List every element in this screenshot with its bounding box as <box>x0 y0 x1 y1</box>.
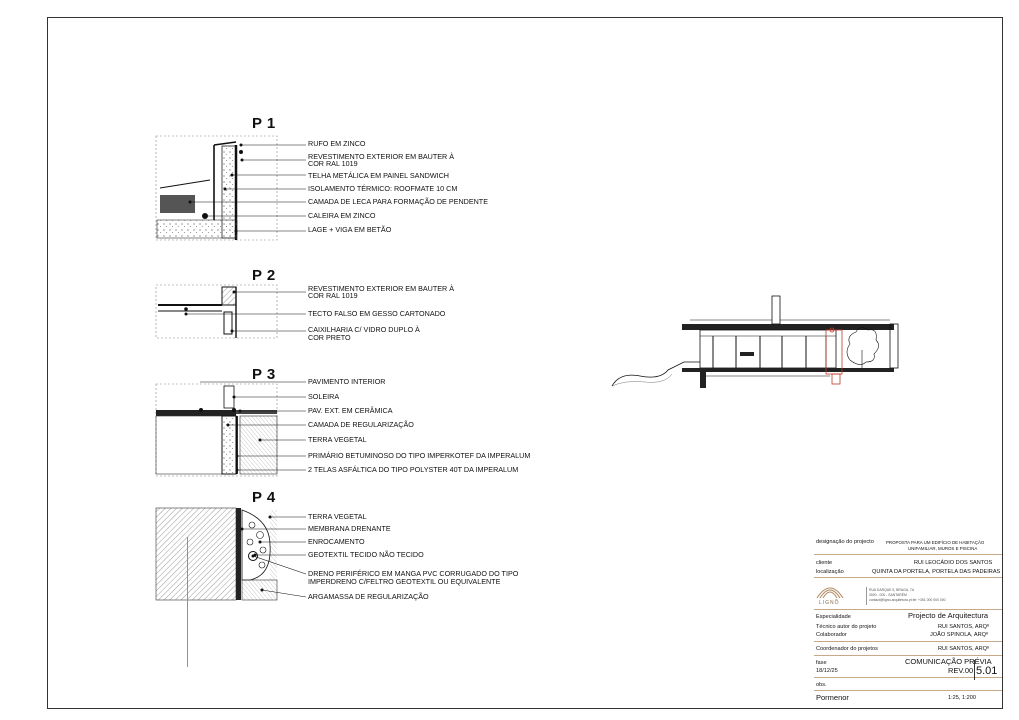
p1-label: CALEIRA EM ZINCO <box>308 211 376 220</box>
divider <box>814 641 1002 642</box>
p4-label: ARGAMASSA DE REGULARIZAÇÃO <box>308 592 429 601</box>
drawing-title: Pormenor <box>816 693 849 702</box>
client-value: RUI LEOCÁDIO DOS SANTOS <box>914 560 993 566</box>
coord-value: RUI SANTOS, ARQº <box>938 646 990 652</box>
phase-label: fase <box>816 660 827 666</box>
p2-label: REVESTIMENTO EXTERIOR EM BAUTER À <box>308 284 455 293</box>
p3-label: CAMADA DE REGULARIZAÇÃO <box>308 420 414 429</box>
p2-label: CAIXILHARIA C/ VIDRO DUPLO À <box>308 325 420 334</box>
p3-label: PAVIMENTO INTERIOR <box>308 377 386 386</box>
p4-label: TERRA VEGETAL <box>308 512 367 521</box>
obs-label: obs. <box>816 682 827 688</box>
date-value: 18/12/25 <box>816 668 838 674</box>
detail-p4-drawing <box>156 508 277 600</box>
p3-label: PAV. EXT. EM CERÂMICA <box>308 406 393 415</box>
divider <box>814 577 1002 578</box>
collab-label: Colaborador <box>816 632 847 638</box>
title-block-accent-line <box>187 537 188 667</box>
detail-title-p2: P 2 <box>252 267 276 284</box>
p1-label: REVESTIMENTO EXTERIOR EM BAUTER À <box>308 152 455 161</box>
p3-label: PRIMÁRIO BETUMINOSO DO TIPO IMPERKOTEF DA IMPERALUM <box>308 451 531 460</box>
project-label: designação do projecto <box>816 539 874 545</box>
detail-title-p1: P 1 <box>252 115 276 132</box>
coord-label: Coordenador do projetos <box>816 646 878 652</box>
firm-contact: contact@ligno-arquitetura.pt tel: +351 000 000 000 <box>869 598 946 602</box>
client-label: cliente <box>816 560 833 566</box>
firm-address: RUA DARQUE 9, BRAGA, 7A <box>869 588 915 592</box>
p4-label: GEOTEXTIL TECIDO NÃO TECIDO <box>308 550 424 559</box>
location-value: QUINTA DA PORTELA, PORTELA DAS PADEIRAS <box>872 569 1001 575</box>
detail-title-p3: P 3 <box>252 366 276 383</box>
sheet-number: 5.01 <box>976 665 998 677</box>
logo-text: LIGNÕ <box>819 600 840 606</box>
title-block <box>790 530 1002 708</box>
p4-label: IMPERDRENO C/FELTRO GEOTEXTIL OU EQUIVALENTE <box>308 577 501 586</box>
p3-label: 2 TELAS ASFÁLTICA DO TIPO POLYSTER 40T DA IMPERALUM <box>308 465 519 474</box>
rev-value: REV.00 <box>948 666 974 675</box>
p1-label: LAGE + VIGA EM BETÃO <box>308 225 392 234</box>
logo-divider <box>866 587 867 605</box>
location-label: localização <box>816 569 844 575</box>
detail-p2-drawing <box>156 285 277 338</box>
p2-label: TECTO FALSO EM GESSO CARTONADO <box>308 309 446 318</box>
p4-label: DRENO PERIFÉRICO EM MANGA PVC CORRUGADO DO TIPO <box>308 569 519 578</box>
specialty-label: Especialidade <box>816 614 851 620</box>
phase-value: COMUNICAÇÃO PRÉVIA <box>905 657 992 666</box>
p4-label: ENROCAMENTO <box>308 537 365 546</box>
scale-value: 1:25, 1:200 <box>948 695 976 701</box>
divider <box>814 655 1002 656</box>
collab-value: JOÃO SPINOLA, ARQº <box>930 632 988 638</box>
detail-p3-drawing <box>156 384 277 476</box>
p3-label: SOLEIRA <box>308 392 340 401</box>
specialty-value: Projecto de Arquitectura <box>908 611 989 620</box>
p1-label: CAMADA DE LECA PARA FORMAÇÃO DE PENDENTE <box>308 197 488 206</box>
building-section-drawing <box>612 296 898 388</box>
divider <box>814 690 1002 691</box>
project-value-1: PROPOSTA PARA UM EDIFÍCIO DE HABITAÇÃO <box>886 540 985 545</box>
divider <box>814 554 1002 555</box>
p1-label: RUFO EM ZINCO <box>308 139 366 148</box>
p2-label: COR RAL 1019 <box>308 291 358 300</box>
p4-label: MEMBRANA DRENANTE <box>308 524 391 533</box>
p1-label: COR RAL 1019 <box>308 159 358 168</box>
p3-label: TERRA VEGETAL <box>308 435 367 444</box>
p1-label: ISOLAMENTO TÉRMICO: ROOFMATE 10 CM <box>308 184 458 193</box>
detail-title-p4: P 4 <box>252 489 276 506</box>
p1-label: TELHA METÁLICA EM PAINEL SANDWICH <box>308 171 449 180</box>
detail-p1-drawing <box>156 136 277 240</box>
firm-zip: 3000 - 000 - SANTARÉM <box>869 593 907 597</box>
project-value-2: UNIFAMILIAR, MUROS E PISCINA <box>908 546 978 551</box>
divider <box>814 609 1002 610</box>
p2-label: COR PRETO <box>308 333 351 342</box>
author-value: RUI SANTOS, ARQº <box>938 624 990 630</box>
author-label: Técnico autor do projeto <box>816 624 877 630</box>
